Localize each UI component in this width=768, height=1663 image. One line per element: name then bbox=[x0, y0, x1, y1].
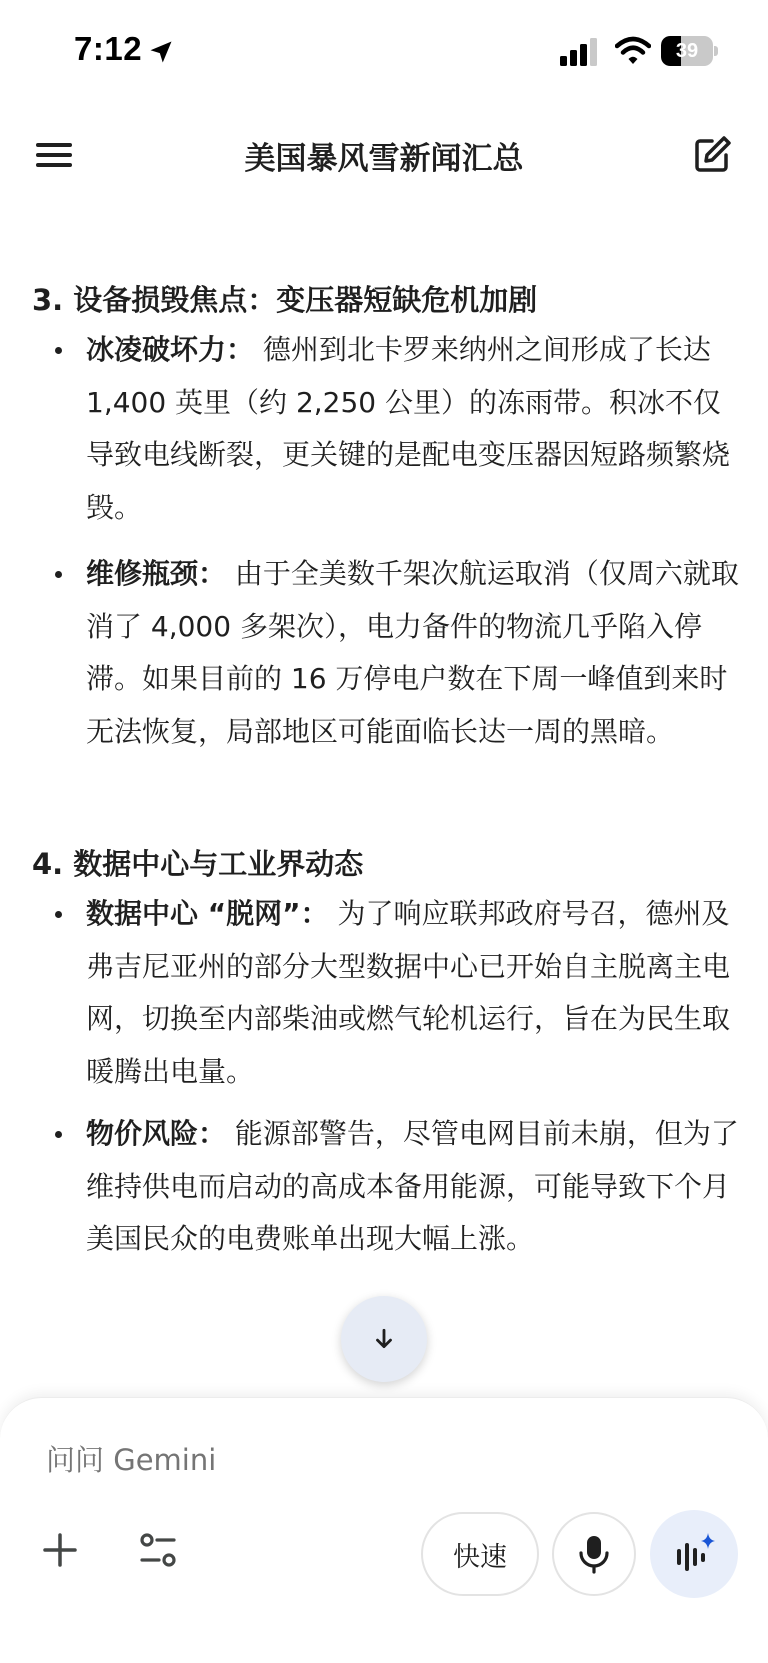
tune-icon bbox=[134, 1526, 182, 1574]
section-heading: 3. 设备损毁焦点：变压器短缺危机加剧 bbox=[32, 283, 538, 317]
gemini-live-button[interactable] bbox=[650, 1510, 738, 1598]
bullet-dot bbox=[55, 911, 62, 918]
bullet-body: 由于全美数千架次航运取消（仅周六就取消了 4,000 多架次），电力备件的物流几乎陷入停滞。如果目前的 16 万停电户数在下周一峰值到来时无法恢复，局部地区可能面临长达一周的黑暗。 bbox=[86, 557, 739, 748]
add-attachment-button[interactable] bbox=[36, 1526, 84, 1574]
list-item bbox=[86, 548, 740, 758]
new-chat-button[interactable] bbox=[690, 133, 734, 177]
battery-indicator bbox=[661, 36, 719, 66]
bullet-body: 德州到北卡罗来纳州之间形成了长达 1,400 英里（约 2,250 公里）的冻雨带。积冰不仅导致电线断裂，更关键的是配电变压器因短路频繁烧毁。 bbox=[86, 333, 731, 524]
bullet-body: 为了响应联邦政府号召，德州及弗吉尼亚州的部分大型数据中心已开始自主脱离主电网，切换至内部柴油或燃气轮机运行，旨在为民生取暖腾出电量。 bbox=[86, 897, 731, 1088]
prompt-input[interactable] bbox=[46, 1436, 716, 1484]
bullet-label: 数据中心 “脱网”： bbox=[86, 897, 329, 930]
bullet-label: 冰凌破坏力： bbox=[86, 333, 255, 366]
bullet-body: 能源部警告，尽管电网目前未崩，但为了维持供电而启动的高成本备用能源，可能导致下个月美国民众的电费账单出现大幅上涨。 bbox=[86, 1117, 739, 1255]
section-heading: 4. 数据中心与工业界动态 bbox=[32, 847, 364, 881]
bullet-dot bbox=[55, 571, 62, 578]
app-header bbox=[0, 115, 768, 195]
page-title: 美国暴风雪新闻汇总 bbox=[244, 141, 524, 177]
microphone-icon bbox=[576, 1534, 612, 1574]
status-bar bbox=[0, 0, 768, 100]
cellular-signal-icon bbox=[560, 38, 600, 66]
microphone-button[interactable] bbox=[552, 1512, 636, 1596]
bullet-dot bbox=[55, 347, 62, 354]
tools-button[interactable] bbox=[134, 1526, 182, 1574]
list-item bbox=[86, 888, 740, 1098]
plus-icon bbox=[36, 1526, 84, 1574]
battery-percent: 39 bbox=[675, 40, 699, 62]
menu-button[interactable] bbox=[30, 133, 80, 177]
location-arrow-icon bbox=[147, 38, 175, 66]
list-item bbox=[86, 324, 740, 534]
prompt-panel bbox=[0, 1397, 768, 1663]
bullet-dot bbox=[55, 1131, 62, 1138]
edit-square-icon bbox=[690, 133, 734, 177]
status-time: 7:12 bbox=[74, 30, 143, 67]
bullet-label: 物价风险： bbox=[86, 1117, 227, 1150]
live-sparkle-icon bbox=[669, 1529, 719, 1579]
bullet-label: 维修瓶颈： bbox=[86, 557, 227, 590]
arrow-down-icon bbox=[371, 1326, 397, 1352]
scroll-to-bottom-button[interactable] bbox=[341, 1296, 427, 1382]
model-mode-button[interactable]: 快速 bbox=[421, 1512, 539, 1596]
list-item bbox=[86, 1108, 740, 1266]
wifi-icon bbox=[615, 36, 651, 66]
